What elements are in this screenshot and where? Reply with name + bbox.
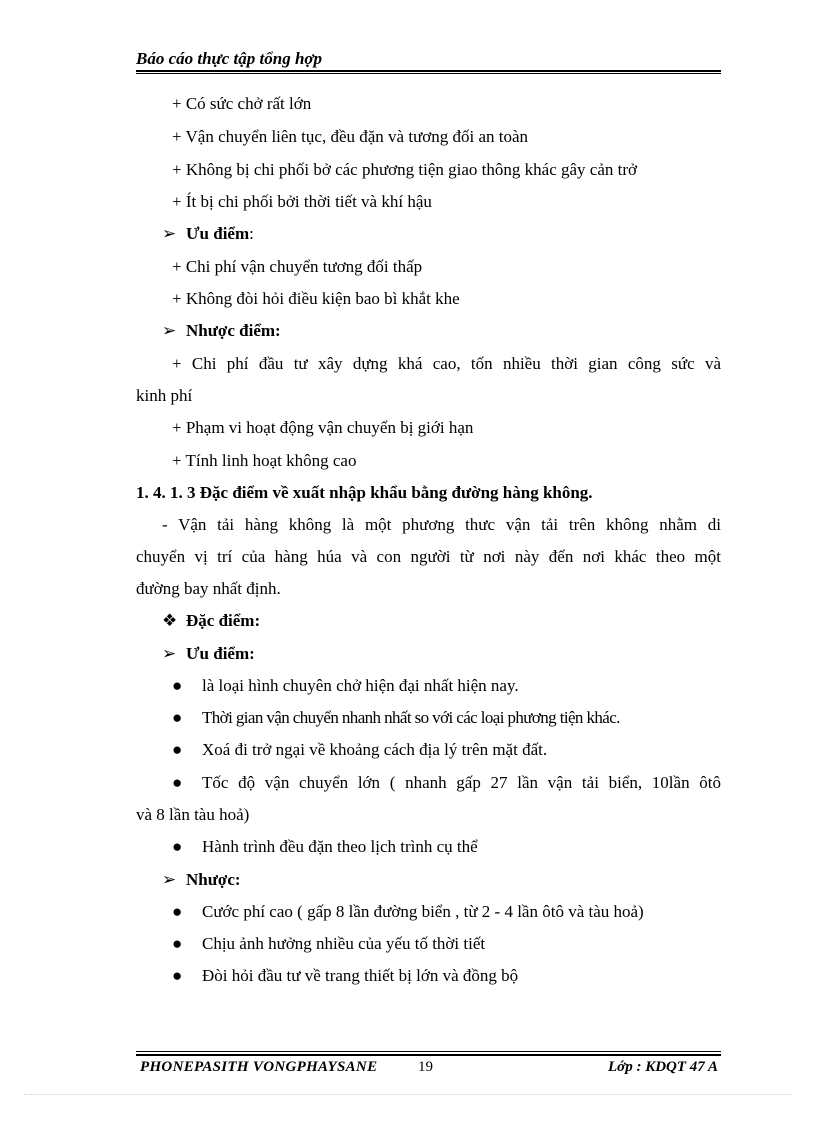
list-item: ● Xoá đi trở ngại về khoảng cách địa lý trên mặt đất. <box>172 740 548 759</box>
arrow-bullet-icon: ➢ <box>162 870 177 889</box>
text-line: + Có sức chở rất lớn <box>172 94 312 113</box>
paragraph-line: chuyển vị trí của hàng húa và con người từ nơi này đến nơi khác theo một <box>136 547 721 566</box>
section-heading: 1. 4. 1. 3 Đặc điểm về xuất nhập khẩu bằng đường hàng không. <box>136 483 593 502</box>
list-item: ● Chịu ảnh hưởng nhiều của yếu tố thời tiết <box>172 934 486 953</box>
paragraph-line: - Vận tải hàng không là một phương thưc vận tải trên không nhằm di <box>162 515 721 534</box>
list-item: ● Cước phí cao ( gấp 8 lần đường biển , từ 2 - 4 lần ôtô và tàu hoả) <box>172 902 644 921</box>
list-item: ● là loại hình chuyên chở hiện đại nhất hiện nay. <box>172 676 519 695</box>
text-line: kinh phí <box>136 386 193 405</box>
text-line: + Không bị chi phối bở các phương tiện giao thông khác gây cản trở <box>172 160 637 179</box>
footer-author: PHONEPASITH VONGPHAYSANE <box>140 1059 378 1075</box>
list-item: ● Tốc độ vận chuyển lớn ( nhanh gấp 27 lần vận tải biển, 10lần ôtô <box>172 773 721 792</box>
text-line: + Chi phí vận chuyển tương đối thấp <box>172 257 423 276</box>
text-line: + Phạm vi hoạt động vận chuyển bị giới hạn <box>172 418 474 437</box>
text-line: + Chi phí đầu tư xây dựng khá cao, tốn nhiều thời gian công sức và <box>172 354 721 373</box>
text-line: + Ít bị chi phối bởi thời tiết và khí hậu <box>172 192 432 211</box>
header-rule-thick <box>136 70 721 72</box>
dot-bullet-icon: ● <box>172 934 183 953</box>
text-line: + Vận chuyển liên tục, đều đặn và tương đối an toàn <box>172 127 529 146</box>
header-title: Báo cáo thực tập tổng hợp <box>136 49 323 68</box>
dot-bullet-icon: ● <box>172 966 183 985</box>
subheading-advantages: ➢ Ưu điểm: <box>162 224 254 243</box>
subheading-disadvantages: ➢ Nhược điểm: <box>162 321 281 340</box>
dot-bullet-icon: ● <box>172 708 182 727</box>
dot-bullet-icon: ● <box>172 740 183 759</box>
list-item: ● Hành trình đều đặn theo lịch trình cụ thể <box>172 837 478 856</box>
arrow-bullet-icon: ➢ <box>162 321 177 340</box>
dot-bullet-icon: ● <box>172 902 183 921</box>
dot-bullet-icon: ● <box>172 837 183 856</box>
diamond-bullet-icon: ❖ <box>162 611 178 630</box>
subheading-advantages: ➢ Ưu điểm: <box>162 644 255 663</box>
dot-bullet-icon: ● <box>172 773 183 792</box>
subheading-disadvantages: ➢ Nhược: <box>162 870 241 889</box>
text-line: + Tính linh hoạt không cao <box>172 451 357 470</box>
text-line: + Không đòi hỏi điều kiện bao bì khắt khe <box>172 289 460 308</box>
arrow-bullet-icon: ➢ <box>162 224 177 243</box>
footer-class: Lớp : KDQT 47 A <box>608 1059 718 1075</box>
subheading-characteristics: ❖ Đặc điểm: <box>162 611 261 630</box>
footer-rule-thin <box>136 1051 721 1052</box>
list-item-continuation: và 8 lần tàu hoả) <box>136 805 250 824</box>
header-rule-thin <box>136 73 721 74</box>
footer-rule-thick <box>136 1054 721 1056</box>
list-item: ● Thời gian vận chuyển nhanh nhất so với các loại phương tiện khác. <box>172 708 620 727</box>
dot-bullet-icon: ● <box>172 676 183 695</box>
paragraph-line: đường bay nhất định. <box>136 579 281 598</box>
arrow-bullet-icon: ➢ <box>162 644 177 663</box>
page-number: 19 <box>418 1059 433 1075</box>
list-item: ● Đòi hỏi đầu tư về trang thiết bị lớn và đồng bộ <box>172 966 519 985</box>
page-bottom-divider <box>24 1094 792 1095</box>
